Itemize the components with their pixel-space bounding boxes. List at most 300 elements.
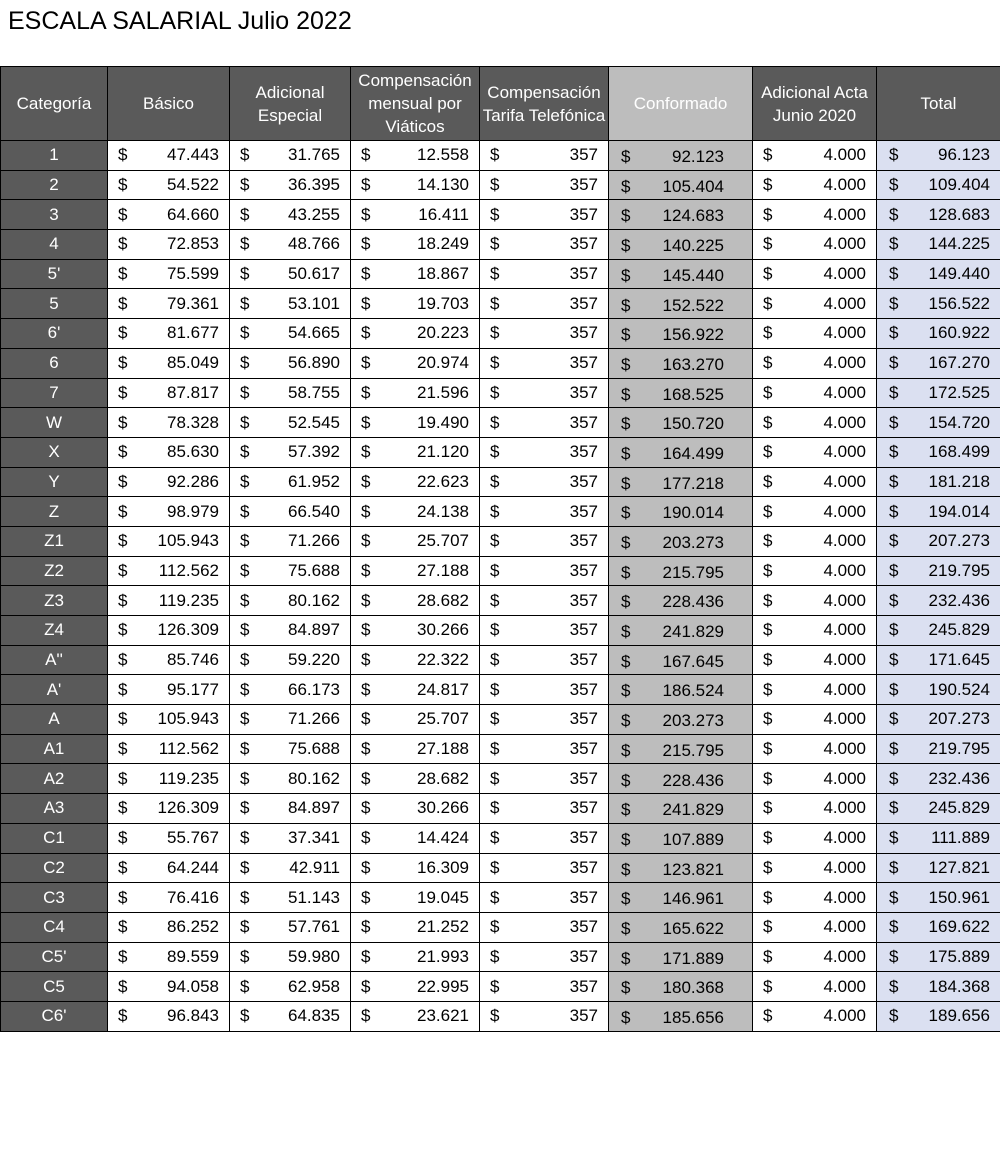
currency-symbol: $	[490, 768, 500, 788]
amount-value: 357	[569, 768, 598, 788]
currency-symbol: $	[490, 204, 500, 224]
amount-value: 14.130	[417, 175, 469, 195]
compensacion-viaticos-cell	[351, 230, 480, 260]
conformado-cell	[609, 526, 753, 556]
currency-symbol: $	[490, 501, 500, 521]
compensacion-telefonica-cell	[480, 823, 609, 853]
basico-cell	[108, 437, 230, 467]
total-cell	[877, 734, 1000, 764]
table-row	[1, 230, 1000, 260]
amount-value: 52.545	[288, 412, 340, 432]
currency-symbol: $	[621, 236, 631, 256]
currency-symbol: $	[490, 323, 500, 343]
amount-value: 4.000	[823, 442, 866, 462]
basico-cell	[108, 230, 230, 260]
amount-value: 357	[569, 828, 598, 848]
currency-symbol: $	[889, 739, 899, 759]
currency-symbol: $	[763, 650, 773, 670]
table-row	[1, 408, 1000, 438]
compensacion-telefonica-cell	[480, 170, 609, 200]
amount-value: 4.000	[823, 323, 866, 343]
currency-symbol: $	[240, 560, 250, 580]
conformado-cell	[609, 734, 753, 764]
amount-value: 357	[569, 442, 598, 462]
conformado-cell	[609, 141, 753, 171]
currency-symbol: $	[361, 471, 371, 491]
currency-symbol: $	[361, 264, 371, 284]
currency-symbol: $	[889, 264, 899, 284]
currency-symbol: $	[118, 323, 128, 343]
compensacion-viaticos-cell	[351, 942, 480, 972]
adicional-acta-cell	[753, 141, 877, 171]
category-cell: C5'	[1, 942, 108, 972]
compensacion-viaticos-cell	[351, 616, 480, 646]
conformado-cell	[609, 794, 753, 824]
total-cell	[877, 705, 1000, 735]
page-title: ESCALA SALARIAL Julio 2022	[8, 7, 352, 35]
conformado-cell	[609, 764, 753, 794]
table-row	[1, 170, 1000, 200]
total-cell	[877, 764, 1000, 794]
amount-value: 156.522	[928, 293, 990, 313]
adicional-acta-cell	[753, 794, 877, 824]
amount-value: 146.961	[662, 889, 724, 909]
currency-symbol: $	[361, 768, 371, 788]
amount-value: 164.499	[662, 443, 724, 463]
currency-symbol: $	[889, 946, 899, 966]
currency-symbol: $	[763, 590, 773, 610]
currency-symbol: $	[621, 889, 631, 909]
amount-value: 94.058	[167, 976, 219, 996]
category-cell: C5	[1, 972, 108, 1002]
currency-symbol: $	[621, 622, 631, 642]
amount-value: 37.341	[288, 828, 340, 848]
currency-symbol: $	[889, 442, 899, 462]
amount-value: 79.361	[167, 293, 219, 313]
currency-symbol: $	[118, 353, 128, 373]
amount-value: 357	[569, 917, 598, 937]
currency-symbol: $	[621, 681, 631, 701]
amount-value: 4.000	[823, 739, 866, 759]
currency-symbol: $	[361, 353, 371, 373]
currency-symbol: $	[490, 857, 500, 877]
category-cell: A2	[1, 764, 108, 794]
adicional-acta-cell	[753, 972, 877, 1002]
adicional-acta-cell	[753, 319, 877, 349]
adicional-acta-cell	[753, 348, 877, 378]
amount-value: 54.665	[288, 323, 340, 343]
amount-value: 80.162	[288, 590, 340, 610]
currency-symbol: $	[763, 739, 773, 759]
conformado-cell	[609, 319, 753, 349]
basico-cell	[108, 319, 230, 349]
amount-value: 357	[569, 739, 598, 759]
amount-value: 43.255	[288, 204, 340, 224]
amount-value: 92.286	[167, 471, 219, 491]
total-cell	[877, 437, 1000, 467]
adicional-acta-cell	[753, 823, 877, 853]
total-cell	[877, 942, 1000, 972]
amount-value: 4.000	[823, 857, 866, 877]
basico-cell	[108, 141, 230, 171]
amount-value: 75.688	[288, 739, 340, 759]
amount-value: 16.309	[417, 857, 469, 877]
category-cell: C2	[1, 853, 108, 883]
currency-symbol: $	[889, 323, 899, 343]
table-row	[1, 200, 1000, 230]
currency-symbol: $	[118, 382, 128, 402]
amount-value: 119.235	[158, 590, 219, 610]
amount-value: 48.766	[288, 234, 340, 254]
currency-symbol: $	[118, 264, 128, 284]
currency-symbol: $	[621, 265, 631, 285]
amount-value: 168.499	[928, 442, 990, 462]
currency-symbol: $	[889, 857, 899, 877]
adicional-especial-cell	[230, 853, 351, 883]
amount-value: 152.522	[662, 295, 724, 315]
adicional-acta-cell	[753, 883, 877, 913]
conformado-cell	[609, 972, 753, 1002]
currency-symbol: $	[490, 620, 500, 640]
currency-symbol: $	[490, 976, 500, 996]
currency-symbol: $	[490, 739, 500, 759]
currency-symbol: $	[240, 501, 250, 521]
total-cell	[877, 586, 1000, 616]
compensacion-telefonica-cell	[480, 972, 609, 1002]
currency-symbol: $	[118, 234, 128, 254]
adicional-acta-cell	[753, 259, 877, 289]
amount-value: 25.707	[417, 531, 469, 551]
adicional-acta-cell	[753, 230, 877, 260]
amount-value: 59.980	[288, 946, 340, 966]
currency-symbol: $	[118, 857, 128, 877]
currency-symbol: $	[361, 590, 371, 610]
category-cell: 7	[1, 378, 108, 408]
category-cell: 6	[1, 348, 108, 378]
compensacion-viaticos-cell	[351, 972, 480, 1002]
amount-value: 245.829	[928, 798, 990, 818]
currency-symbol: $	[763, 828, 773, 848]
currency-symbol: $	[889, 412, 899, 432]
amount-value: 21.596	[417, 382, 469, 402]
currency-symbol: $	[763, 798, 773, 818]
currency-symbol: $	[490, 1006, 500, 1026]
adicional-especial-cell	[230, 408, 351, 438]
amount-value: 357	[569, 1006, 598, 1026]
currency-symbol: $	[490, 828, 500, 848]
amount-value: 228.436	[662, 770, 724, 790]
amount-value: 357	[569, 887, 598, 907]
currency-symbol: $	[621, 176, 631, 196]
currency-symbol: $	[763, 204, 773, 224]
amount-value: 105.943	[157, 531, 219, 551]
currency-symbol: $	[118, 501, 128, 521]
adicional-especial-cell	[230, 794, 351, 824]
adicional-acta-cell	[753, 289, 877, 319]
currency-symbol: $	[621, 206, 631, 226]
conformado-cell	[609, 230, 753, 260]
currency-symbol: $	[621, 443, 631, 463]
category-cell: Z	[1, 497, 108, 527]
header-total: Total	[877, 67, 1000, 141]
compensacion-viaticos-cell	[351, 289, 480, 319]
amount-value: 127.821	[928, 857, 990, 877]
currency-symbol: $	[490, 145, 500, 165]
adicional-acta-cell	[753, 526, 877, 556]
header-compensacion-viaticos: Compensación mensual por Viáticos	[351, 67, 480, 141]
category-cell: 2	[1, 170, 108, 200]
amount-value: 128.683	[928, 204, 990, 224]
currency-symbol: $	[240, 828, 250, 848]
amount-value: 167.270	[928, 353, 990, 373]
amount-value: 55.767	[167, 828, 219, 848]
conformado-cell	[609, 645, 753, 675]
amount-value: 4.000	[823, 264, 866, 284]
category-cell: 4	[1, 230, 108, 260]
amount-value: 241.829	[662, 800, 724, 820]
compensacion-viaticos-cell	[351, 437, 480, 467]
table-row	[1, 526, 1000, 556]
compensacion-telefonica-cell	[480, 586, 609, 616]
currency-symbol: $	[118, 293, 128, 313]
amount-value: 4.000	[823, 887, 866, 907]
amount-value: 81.677	[167, 323, 219, 343]
compensacion-telefonica-cell	[480, 230, 609, 260]
table-row	[1, 616, 1000, 646]
compensacion-telefonica-cell	[480, 497, 609, 527]
amount-value: 36.395	[288, 175, 340, 195]
amount-value: 4.000	[823, 679, 866, 699]
header-adicional-acta: Adicional Acta Junio 2020	[753, 67, 877, 141]
basico-cell	[108, 467, 230, 497]
amount-value: 4.000	[823, 1006, 866, 1026]
category-cell: C4	[1, 912, 108, 942]
currency-symbol: $	[361, 145, 371, 165]
conformado-cell	[609, 289, 753, 319]
table-row	[1, 853, 1000, 883]
currency-symbol: $	[763, 353, 773, 373]
amount-value: 126.309	[157, 798, 219, 818]
amount-value: 20.223	[417, 323, 469, 343]
conformado-cell	[609, 556, 753, 586]
conformado-cell	[609, 170, 753, 200]
currency-symbol: $	[621, 473, 631, 493]
adicional-especial-cell	[230, 586, 351, 616]
amount-value: 24.138	[417, 501, 469, 521]
adicional-especial-cell	[230, 170, 351, 200]
amount-value: 4.000	[823, 590, 866, 610]
amount-value: 171.889	[662, 948, 724, 968]
currency-symbol: $	[621, 592, 631, 612]
total-cell	[877, 972, 1000, 1002]
amount-value: 144.225	[928, 234, 990, 254]
currency-symbol: $	[118, 887, 128, 907]
table-row	[1, 734, 1000, 764]
table-row	[1, 141, 1000, 171]
compensacion-telefonica-cell	[480, 259, 609, 289]
category-cell: A''	[1, 645, 108, 675]
adicional-especial-cell	[230, 348, 351, 378]
amount-value: 4.000	[823, 471, 866, 491]
amount-value: 207.273	[928, 709, 990, 729]
conformado-cell	[609, 912, 753, 942]
compensacion-viaticos-cell	[351, 319, 480, 349]
currency-symbol: $	[240, 471, 250, 491]
amount-value: 4.000	[823, 650, 866, 670]
conformado-cell	[609, 616, 753, 646]
adicional-especial-cell	[230, 556, 351, 586]
currency-symbol: $	[763, 293, 773, 313]
currency-symbol: $	[490, 946, 500, 966]
amount-value: 4.000	[823, 917, 866, 937]
amount-value: 357	[569, 531, 598, 551]
currency-symbol: $	[763, 234, 773, 254]
amount-value: 169.622	[928, 917, 990, 937]
amount-value: 4.000	[823, 709, 866, 729]
currency-symbol: $	[763, 560, 773, 580]
currency-symbol: $	[361, 293, 371, 313]
adicional-especial-cell	[230, 319, 351, 349]
amount-value: 357	[569, 204, 598, 224]
currency-symbol: $	[889, 175, 899, 195]
amount-value: 203.273	[662, 711, 724, 731]
amount-value: 4.000	[823, 204, 866, 224]
currency-symbol: $	[889, 887, 899, 907]
amount-value: 64.660	[167, 204, 219, 224]
amount-value: 167.645	[662, 651, 724, 671]
currency-symbol: $	[118, 798, 128, 818]
currency-symbol: $	[763, 382, 773, 402]
adicional-especial-cell	[230, 1001, 351, 1031]
adicional-especial-cell	[230, 141, 351, 171]
currency-symbol: $	[361, 709, 371, 729]
compensacion-viaticos-cell	[351, 378, 480, 408]
currency-symbol: $	[490, 175, 500, 195]
table-row	[1, 319, 1000, 349]
currency-symbol: $	[490, 917, 500, 937]
currency-symbol: $	[118, 560, 128, 580]
header-compensacion-telefonica: Compensación Tarifa Telefónica	[480, 67, 609, 141]
currency-symbol: $	[763, 175, 773, 195]
basico-cell	[108, 675, 230, 705]
currency-symbol: $	[240, 442, 250, 462]
currency-symbol: $	[361, 204, 371, 224]
category-cell: A	[1, 705, 108, 735]
adicional-especial-cell	[230, 289, 351, 319]
compensacion-viaticos-cell	[351, 200, 480, 230]
amount-value: 190.524	[928, 679, 990, 699]
currency-symbol: $	[361, 917, 371, 937]
amount-value: 105.943	[157, 709, 219, 729]
currency-symbol: $	[118, 768, 128, 788]
amount-value: 22.995	[417, 976, 469, 996]
currency-symbol: $	[763, 531, 773, 551]
amount-value: 111.889	[931, 828, 990, 848]
compensacion-viaticos-cell	[351, 467, 480, 497]
currency-symbol: $	[763, 709, 773, 729]
adicional-acta-cell	[753, 200, 877, 230]
amount-value: 357	[569, 293, 598, 313]
adicional-acta-cell	[753, 616, 877, 646]
amount-value: 160.922	[928, 323, 990, 343]
conformado-cell	[609, 823, 753, 853]
amount-value: 105.404	[662, 176, 724, 196]
currency-symbol: $	[240, 1006, 250, 1026]
amount-value: 150.961	[928, 887, 990, 907]
currency-symbol: $	[490, 234, 500, 254]
currency-symbol: $	[118, 739, 128, 759]
conformado-cell	[609, 853, 753, 883]
currency-symbol: $	[621, 918, 631, 938]
amount-value: 357	[569, 709, 598, 729]
currency-symbol: $	[621, 295, 631, 315]
amount-value: 163.270	[662, 354, 724, 374]
currency-symbol: $	[240, 946, 250, 966]
amount-value: 357	[569, 857, 598, 877]
adicional-especial-cell	[230, 942, 351, 972]
currency-symbol: $	[361, 620, 371, 640]
adicional-acta-cell	[753, 467, 877, 497]
category-cell: Z4	[1, 616, 108, 646]
basico-cell	[108, 616, 230, 646]
amount-value: 357	[569, 501, 598, 521]
currency-symbol: $	[240, 798, 250, 818]
adicional-acta-cell	[753, 675, 877, 705]
currency-symbol: $	[889, 828, 899, 848]
basico-cell	[108, 200, 230, 230]
compensacion-telefonica-cell	[480, 200, 609, 230]
currency-symbol: $	[118, 412, 128, 432]
amount-value: 19.703	[417, 293, 469, 313]
amount-value: 57.392	[288, 442, 340, 462]
total-cell	[877, 230, 1000, 260]
currency-symbol: $	[240, 917, 250, 937]
adicional-especial-cell	[230, 467, 351, 497]
adicional-especial-cell	[230, 823, 351, 853]
currency-symbol: $	[490, 442, 500, 462]
total-cell	[877, 170, 1000, 200]
currency-symbol: $	[361, 798, 371, 818]
currency-symbol: $	[621, 533, 631, 552]
amount-value: 21.252	[417, 917, 469, 937]
amount-value: 150.720	[662, 414, 724, 434]
currency-symbol: $	[621, 829, 631, 849]
compensacion-viaticos-cell	[351, 823, 480, 853]
currency-symbol: $	[240, 887, 250, 907]
amount-value: 85.630	[167, 442, 219, 462]
currency-symbol: $	[621, 948, 631, 968]
currency-symbol: $	[240, 145, 250, 165]
currency-symbol: $	[621, 384, 631, 404]
currency-symbol: $	[490, 264, 500, 284]
compensacion-viaticos-cell	[351, 170, 480, 200]
amount-value: 31.765	[288, 145, 340, 165]
basico-cell	[108, 794, 230, 824]
adicional-acta-cell	[753, 942, 877, 972]
currency-symbol: $	[118, 590, 128, 610]
category-cell: A'	[1, 675, 108, 705]
amount-value: 57.761	[288, 917, 340, 937]
adicional-especial-cell	[230, 883, 351, 913]
amount-value: 20.974	[417, 353, 469, 373]
table-row	[1, 1001, 1000, 1031]
currency-symbol: $	[889, 1006, 899, 1026]
amount-value: 30.266	[417, 620, 469, 640]
currency-symbol: $	[889, 382, 899, 402]
amount-value: 119.235	[158, 768, 219, 788]
adicional-especial-cell	[230, 705, 351, 735]
currency-symbol: $	[621, 562, 631, 582]
